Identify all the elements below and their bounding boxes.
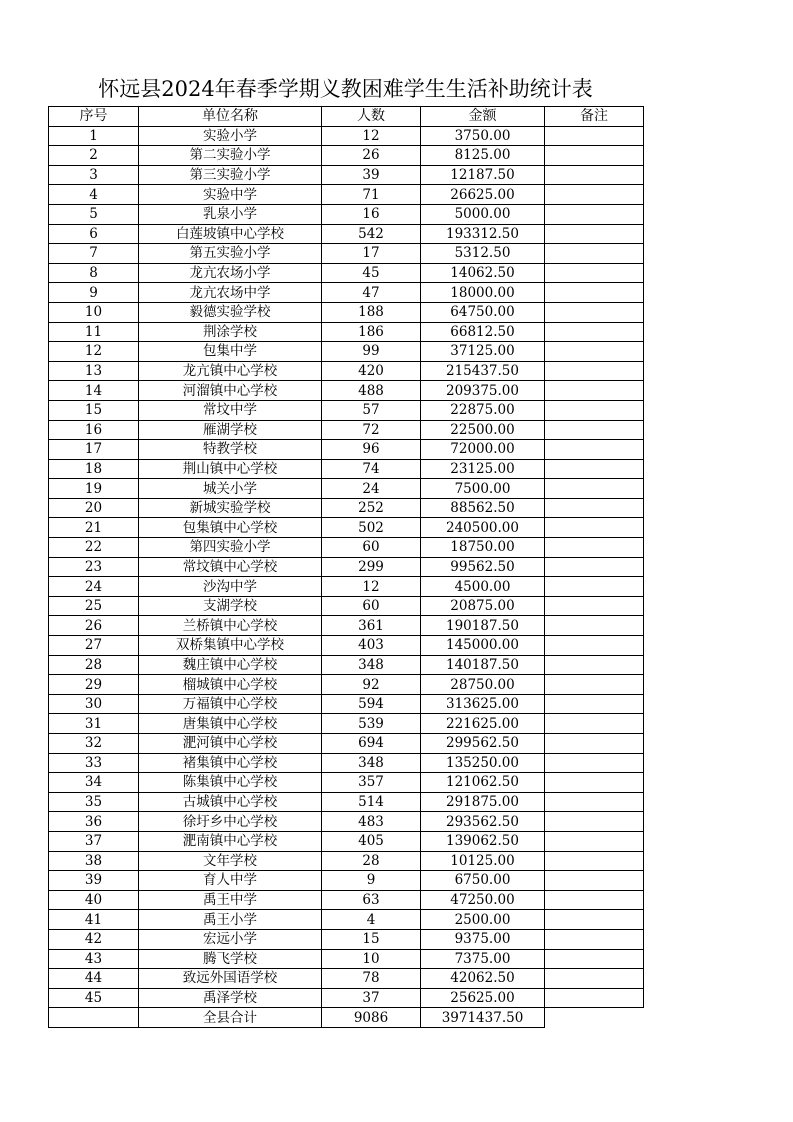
table-row [49,538,644,558]
table-row [49,185,644,205]
row-note [545,126,644,146]
row-note [545,714,644,734]
row-unit-name: 支湖学校 [139,596,322,616]
row-no: 37 [49,831,139,851]
row-count: 74 [322,459,421,479]
table-row [49,165,644,185]
row-amount: 28750.00 [421,675,545,695]
row-count: 594 [322,694,421,714]
row-count: 72 [322,420,421,440]
row-amount: 42062.50 [421,969,545,989]
row-unit-name: 包集镇中心学校 [139,518,322,538]
row-amount: 37125.00 [421,342,545,362]
row-amount: 3750.00 [421,126,545,146]
total-count: 9086 [322,1008,421,1028]
row-unit-name: 万福镇中心学校 [139,694,322,714]
row-no: 40 [49,890,139,910]
row-note [545,165,644,185]
header-unit: 单位名称 [139,107,322,127]
row-note [545,890,644,910]
row-no: 18 [49,459,139,479]
row-count: 403 [322,636,421,656]
table-row [49,753,644,773]
table-row [49,988,644,1008]
row-note [545,204,644,224]
row-count: 17 [322,244,421,264]
table-row [49,929,644,949]
row-unit-name: 荆山镇中心学校 [139,459,322,479]
row-unit-name: 常坟中学 [139,400,322,420]
row-amount: 5312.50 [421,244,545,264]
row-note [545,244,644,264]
row-note [545,831,644,851]
row-unit-name: 文年学校 [139,851,322,871]
row-no: 35 [49,792,139,812]
row-no: 3 [49,165,139,185]
row-no: 36 [49,812,139,832]
table-row [49,616,644,636]
row-no: 6 [49,224,139,244]
row-no: 41 [49,910,139,930]
row-unit-name: 第二实验小学 [139,146,322,166]
row-unit-name: 实验中学 [139,185,322,205]
row-amount: 240500.00 [421,518,545,538]
subsidy-table [48,106,644,1028]
row-unit-name: 常坟镇中心学校 [139,557,322,577]
table-row [49,302,644,322]
row-note [545,361,644,381]
table-row [49,322,644,342]
row-unit-name: 禹泽学校 [139,988,322,1008]
row-count: 96 [322,440,421,460]
row-no: 16 [49,420,139,440]
row-count: 420 [322,361,421,381]
total-row [49,1008,644,1028]
row-amount: 66812.50 [421,322,545,342]
row-count: 45 [322,263,421,283]
row-amount: 221625.00 [421,714,545,734]
total-label: 全县合计 [139,1008,322,1028]
row-count: 488 [322,381,421,401]
row-amount: 293562.50 [421,812,545,832]
table-row [49,440,644,460]
row-note [545,440,644,460]
row-note [545,342,644,362]
row-no: 27 [49,636,139,656]
row-amount: 14062.50 [421,263,545,283]
row-unit-name: 腾飞学校 [139,949,322,969]
row-unit-name: 河溜镇中心学校 [139,381,322,401]
row-no: 39 [49,871,139,891]
row-count: 252 [322,498,421,518]
header-no: 序号 [49,107,139,127]
row-no: 32 [49,734,139,754]
row-unit-name: 实验小学 [139,126,322,146]
row-count: 15 [322,929,421,949]
table-row [49,283,644,303]
row-amount: 12187.50 [421,165,545,185]
table-row [49,204,644,224]
table-row [49,596,644,616]
total-note [545,1008,644,1028]
table-row [49,498,644,518]
row-unit-name: 徐圩乡中心学校 [139,812,322,832]
row-amount: 140187.50 [421,655,545,675]
table-row [49,792,644,812]
row-count: 47 [322,283,421,303]
row-note [545,694,644,714]
row-no: 42 [49,929,139,949]
table-row [49,577,644,597]
table-row [49,263,644,283]
row-note [545,734,644,754]
row-count: 60 [322,538,421,558]
row-amount: 88562.50 [421,498,545,518]
table-row [49,381,644,401]
row-unit-name: 淝河镇中心学校 [139,734,322,754]
row-note [545,616,644,636]
row-amount: 190187.50 [421,616,545,636]
row-unit-name: 包集中学 [139,342,322,362]
row-no: 23 [49,557,139,577]
row-no: 24 [49,577,139,597]
table-row [49,636,644,656]
row-note [545,263,644,283]
row-unit-name: 新城实验学校 [139,498,322,518]
row-count: 348 [322,655,421,675]
row-count: 405 [322,831,421,851]
row-count: 12 [322,126,421,146]
row-no: 10 [49,302,139,322]
row-amount: 7375.00 [421,949,545,969]
row-no: 38 [49,851,139,871]
total-amount: 3971437.50 [421,1008,545,1028]
row-note [545,675,644,695]
row-amount: 72000.00 [421,440,545,460]
row-no: 45 [49,988,139,1008]
table-row [49,910,644,930]
row-amount: 26625.00 [421,185,545,205]
row-amount: 18000.00 [421,283,545,303]
row-amount: 47250.00 [421,890,545,910]
row-unit-name: 乳泉小学 [139,204,322,224]
header-note: 备注 [545,107,644,127]
row-note [545,969,644,989]
row-note [545,792,644,812]
row-no: 7 [49,244,139,264]
row-count: 483 [322,812,421,832]
row-amount: 135250.00 [421,753,545,773]
row-no: 20 [49,498,139,518]
row-amount: 23125.00 [421,459,545,479]
header-amount: 金额 [421,107,545,127]
row-note [545,498,644,518]
row-unit-name: 沙沟中学 [139,577,322,597]
row-amount: 121062.50 [421,773,545,793]
row-unit-name: 古城镇中心学校 [139,792,322,812]
row-count: 16 [322,204,421,224]
table-row [49,224,644,244]
row-note [545,949,644,969]
row-count: 71 [322,185,421,205]
row-unit-name: 禹王小学 [139,910,322,930]
table-row [49,890,644,910]
row-unit-name: 魏庄镇中心学校 [139,655,322,675]
row-note [545,557,644,577]
header-count: 人数 [322,107,421,127]
row-note [545,636,644,656]
row-amount: 10125.00 [421,851,545,871]
row-no: 28 [49,655,139,675]
row-unit-name: 荆涂学校 [139,322,322,342]
row-count: 78 [322,969,421,989]
row-no: 22 [49,538,139,558]
table-row [49,420,644,440]
row-no: 19 [49,479,139,499]
page-title: 怀远县2024年春季学期义教困难学生生活补助统计表 [98,77,593,101]
row-count: 37 [322,988,421,1008]
row-note [545,479,644,499]
row-note [545,871,644,891]
row-unit-name: 龙亢镇中心学校 [139,361,322,381]
row-unit-name: 榴城镇中心学校 [139,675,322,695]
row-no: 14 [49,381,139,401]
row-amount: 18750.00 [421,538,545,558]
row-unit-name: 毅德实验学校 [139,302,322,322]
table-header-row [49,107,644,127]
table-row [49,518,644,538]
row-count: 186 [322,322,421,342]
row-amount: 5000.00 [421,204,545,224]
row-unit-name: 第三实验小学 [139,165,322,185]
row-unit-name: 育人中学 [139,871,322,891]
row-note [545,420,644,440]
table-row [49,557,644,577]
row-note [545,753,644,773]
row-amount: 64750.00 [421,302,545,322]
row-count: 24 [322,479,421,499]
row-no: 26 [49,616,139,636]
row-count: 361 [322,616,421,636]
row-no: 17 [49,440,139,460]
row-amount: 4500.00 [421,577,545,597]
row-no: 33 [49,753,139,773]
table-row [49,479,644,499]
row-amount: 139062.50 [421,831,545,851]
row-note [545,459,644,479]
row-unit-name: 特教学校 [139,440,322,460]
row-note [545,929,644,949]
row-count: 514 [322,792,421,812]
row-count: 60 [322,596,421,616]
table-row [49,734,644,754]
row-unit-name: 淝南镇中心学校 [139,831,322,851]
table-row [49,773,644,793]
table-row [49,400,644,420]
row-unit-name: 雁湖学校 [139,420,322,440]
row-unit-name: 陈集镇中心学校 [139,773,322,793]
row-count: 92 [322,675,421,695]
row-unit-name: 龙亢农场中学 [139,283,322,303]
row-count: 57 [322,400,421,420]
row-no: 13 [49,361,139,381]
row-note [545,400,644,420]
row-unit-name: 龙亢农场小学 [139,263,322,283]
row-unit-name: 第四实验小学 [139,538,322,558]
row-no: 25 [49,596,139,616]
row-count: 12 [322,577,421,597]
row-amount: 299562.50 [421,734,545,754]
row-amount: 25625.00 [421,988,545,1008]
table-row [49,694,644,714]
table-row [49,871,644,891]
row-amount: 193312.50 [421,224,545,244]
row-amount: 313625.00 [421,694,545,714]
table-row [49,459,644,479]
row-no: 29 [49,675,139,695]
total-no [49,1008,139,1028]
row-note [545,773,644,793]
table-row [49,812,644,832]
table-row [49,969,644,989]
row-count: 39 [322,165,421,185]
row-amount: 2500.00 [421,910,545,930]
row-note [545,577,644,597]
row-count: 63 [322,890,421,910]
row-amount: 7500.00 [421,479,545,499]
row-note [545,283,644,303]
row-amount: 6750.00 [421,871,545,891]
table-row [49,949,644,969]
table-row [49,361,644,381]
row-note [545,224,644,244]
row-note [545,322,644,342]
row-no: 11 [49,322,139,342]
row-unit-name: 宏远小学 [139,929,322,949]
row-note [545,851,644,871]
table-row [49,126,644,146]
row-count: 348 [322,753,421,773]
row-no: 4 [49,185,139,205]
table-row [49,146,644,166]
row-note [545,538,644,558]
row-count: 542 [322,224,421,244]
table-row [49,244,644,264]
row-note [545,910,644,930]
table-row [49,714,644,734]
row-count: 9 [322,871,421,891]
row-no: 8 [49,263,139,283]
table-row [49,342,644,362]
row-count: 539 [322,714,421,734]
row-count: 299 [322,557,421,577]
row-note [545,812,644,832]
row-unit-name: 禹王中学 [139,890,322,910]
row-no: 44 [49,969,139,989]
table-row [49,675,644,695]
row-count: 694 [322,734,421,754]
row-no: 43 [49,949,139,969]
row-no: 9 [49,283,139,303]
row-no: 30 [49,694,139,714]
row-no: 1 [49,126,139,146]
row-note [545,381,644,401]
row-note [545,655,644,675]
row-unit-name: 褚集镇中心学校 [139,753,322,773]
row-count: 502 [322,518,421,538]
row-amount: 291875.00 [421,792,545,812]
row-amount: 9375.00 [421,929,545,949]
table-body [49,126,644,1027]
row-unit-name: 第五实验小学 [139,244,322,264]
row-count: 26 [322,146,421,166]
row-no: 12 [49,342,139,362]
row-no: 21 [49,518,139,538]
table-row [49,831,644,851]
row-amount: 209375.00 [421,381,545,401]
table-row [49,655,644,675]
row-note [545,185,644,205]
row-note [545,146,644,166]
row-amount: 22875.00 [421,400,545,420]
row-no: 2 [49,146,139,166]
row-count: 188 [322,302,421,322]
row-no: 34 [49,773,139,793]
row-note [545,988,644,1008]
row-amount: 8125.00 [421,146,545,166]
row-note [545,596,644,616]
row-unit-name: 双桥集镇中心学校 [139,636,322,656]
row-note [545,518,644,538]
row-no: 15 [49,400,139,420]
row-count: 4 [322,910,421,930]
row-note [545,302,644,322]
row-amount: 99562.50 [421,557,545,577]
row-amount: 145000.00 [421,636,545,656]
row-count: 28 [322,851,421,871]
row-unit-name: 唐集镇中心学校 [139,714,322,734]
table-row [49,851,644,871]
row-unit-name: 兰桥镇中心学校 [139,616,322,636]
row-amount: 22500.00 [421,420,545,440]
row-no: 31 [49,714,139,734]
row-count: 99 [322,342,421,362]
row-unit-name: 白莲坡镇中心学校 [139,224,322,244]
row-no: 5 [49,204,139,224]
row-amount: 215437.50 [421,361,545,381]
row-unit-name: 致远外国语学校 [139,969,322,989]
row-count: 357 [322,773,421,793]
row-amount: 20875.00 [421,596,545,616]
row-count: 10 [322,949,421,969]
row-unit-name: 城关小学 [139,479,322,499]
